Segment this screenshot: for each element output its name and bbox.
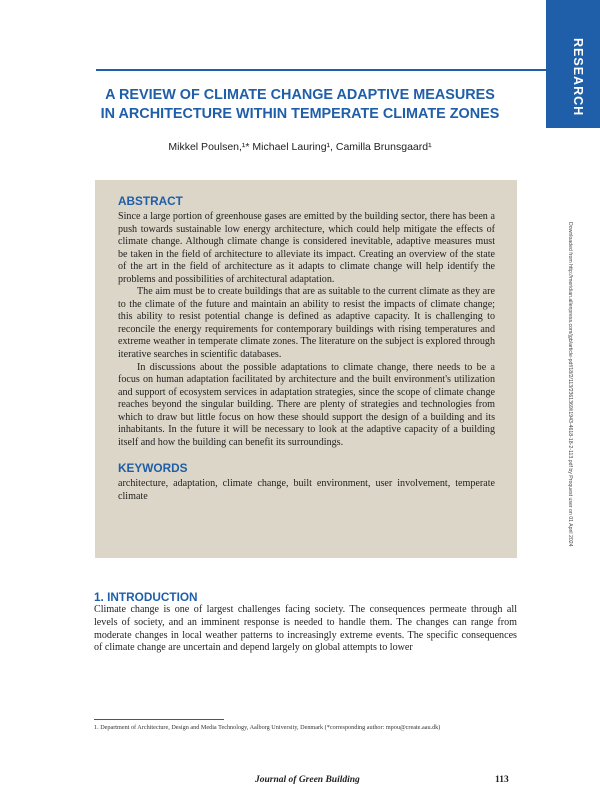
research-section-tab bbox=[546, 0, 600, 128]
abstract-heading: ABSTRACT bbox=[118, 194, 183, 208]
section-tab-label: RESEARCH bbox=[571, 38, 585, 117]
header-rule bbox=[96, 69, 548, 71]
keywords-heading: KEYWORDS bbox=[118, 461, 188, 476]
abstract-paragraph-3: In discussions about the possible adaptations to climate change, there needs to be a focus on human adaptation facilitated by architecture and the built environment's utilization and support of ecosystem services in adaptation strategies, since the scope of climate change reaches beyond the singular building. There are plenty of strategies and technologies from which to draw but little focus on how these should support the design of a building and its inhabitants. In the future it will be necessary to look at the adaptive capacity of a building itself and how the building can benefit its surroundings. bbox=[118, 361, 495, 448]
title-line-2: IN ARCHITECTURE WITHIN TEMPERATE CLIMATE ZONES bbox=[100, 106, 500, 122]
abstract-paragraph-2: The aim must be to create buildings that are as suitable to the current climate as they are to the climate of the future and maintain an ability to resist the impacts of climate change; this ability to resist potential change is defined as adaptive capacity. It is challenging to reconcile the energy requirements for contemporary buildings with rising temperatures and extreme weather in temperate climate zones. The literature on the subject is explored through iterative searches in scientific databases. bbox=[118, 286, 495, 361]
introduction-heading: 1. INTRODUCTION bbox=[94, 590, 198, 604]
abstract-paragraph-1: Since a large portion of greenhouse gases are emitted by the building sector, there has been a push towards sustainable low energy architecture, which could help mitigate the effects of climate change. Although climate change is considered inevitable, adaptive measures must be taken in the field of architecture to alleviate its impact. Creating an overview of the state of the art in the field of architecture as it adapts to climate change will help identify the problems and possibilities of architectural adaptation. bbox=[118, 211, 495, 285]
author-list: Mikkel Poulsen,¹* Michael Lauring¹, Camilla Brunsgaard¹ bbox=[168, 141, 432, 153]
page-number: 113 bbox=[495, 775, 509, 785]
download-note: Downloaded from http://meridian.allenpress.com/jgb/article-pdf/18/2/113/2361369/i1943-4618-18-2-113.pdf by Proquest user on 01 April 2024 bbox=[567, 222, 573, 547]
introduction-text: Climate change is one of largest challenges facing society. The consequences permeate through all levels of society, and an imminent response is needed to handle them. The changes can range from moderate changes in local weather patterns to increasingly extreme events. The specific consequences of climate change are uncertain and depend largely on global attempts to lower bbox=[94, 604, 517, 654]
keywords-text: architecture, adaptation, climate change, built environment, user involvement, temperate climate bbox=[118, 478, 495, 502]
article-title bbox=[60, 86, 540, 124]
footnote: 1. Department of Architecture, Design and Media Technology, Aalborg University, Denmark (*corresponding author: mpou@create.aau.dk) bbox=[94, 724, 441, 731]
abstract-box bbox=[95, 180, 517, 558]
journal-name: Journal of Green Building bbox=[255, 775, 360, 785]
title-line-1: A REVIEW OF CLIMATE CHANGE ADAPTIVE MEASURES bbox=[105, 87, 495, 103]
footnote-rule bbox=[94, 719, 224, 720]
